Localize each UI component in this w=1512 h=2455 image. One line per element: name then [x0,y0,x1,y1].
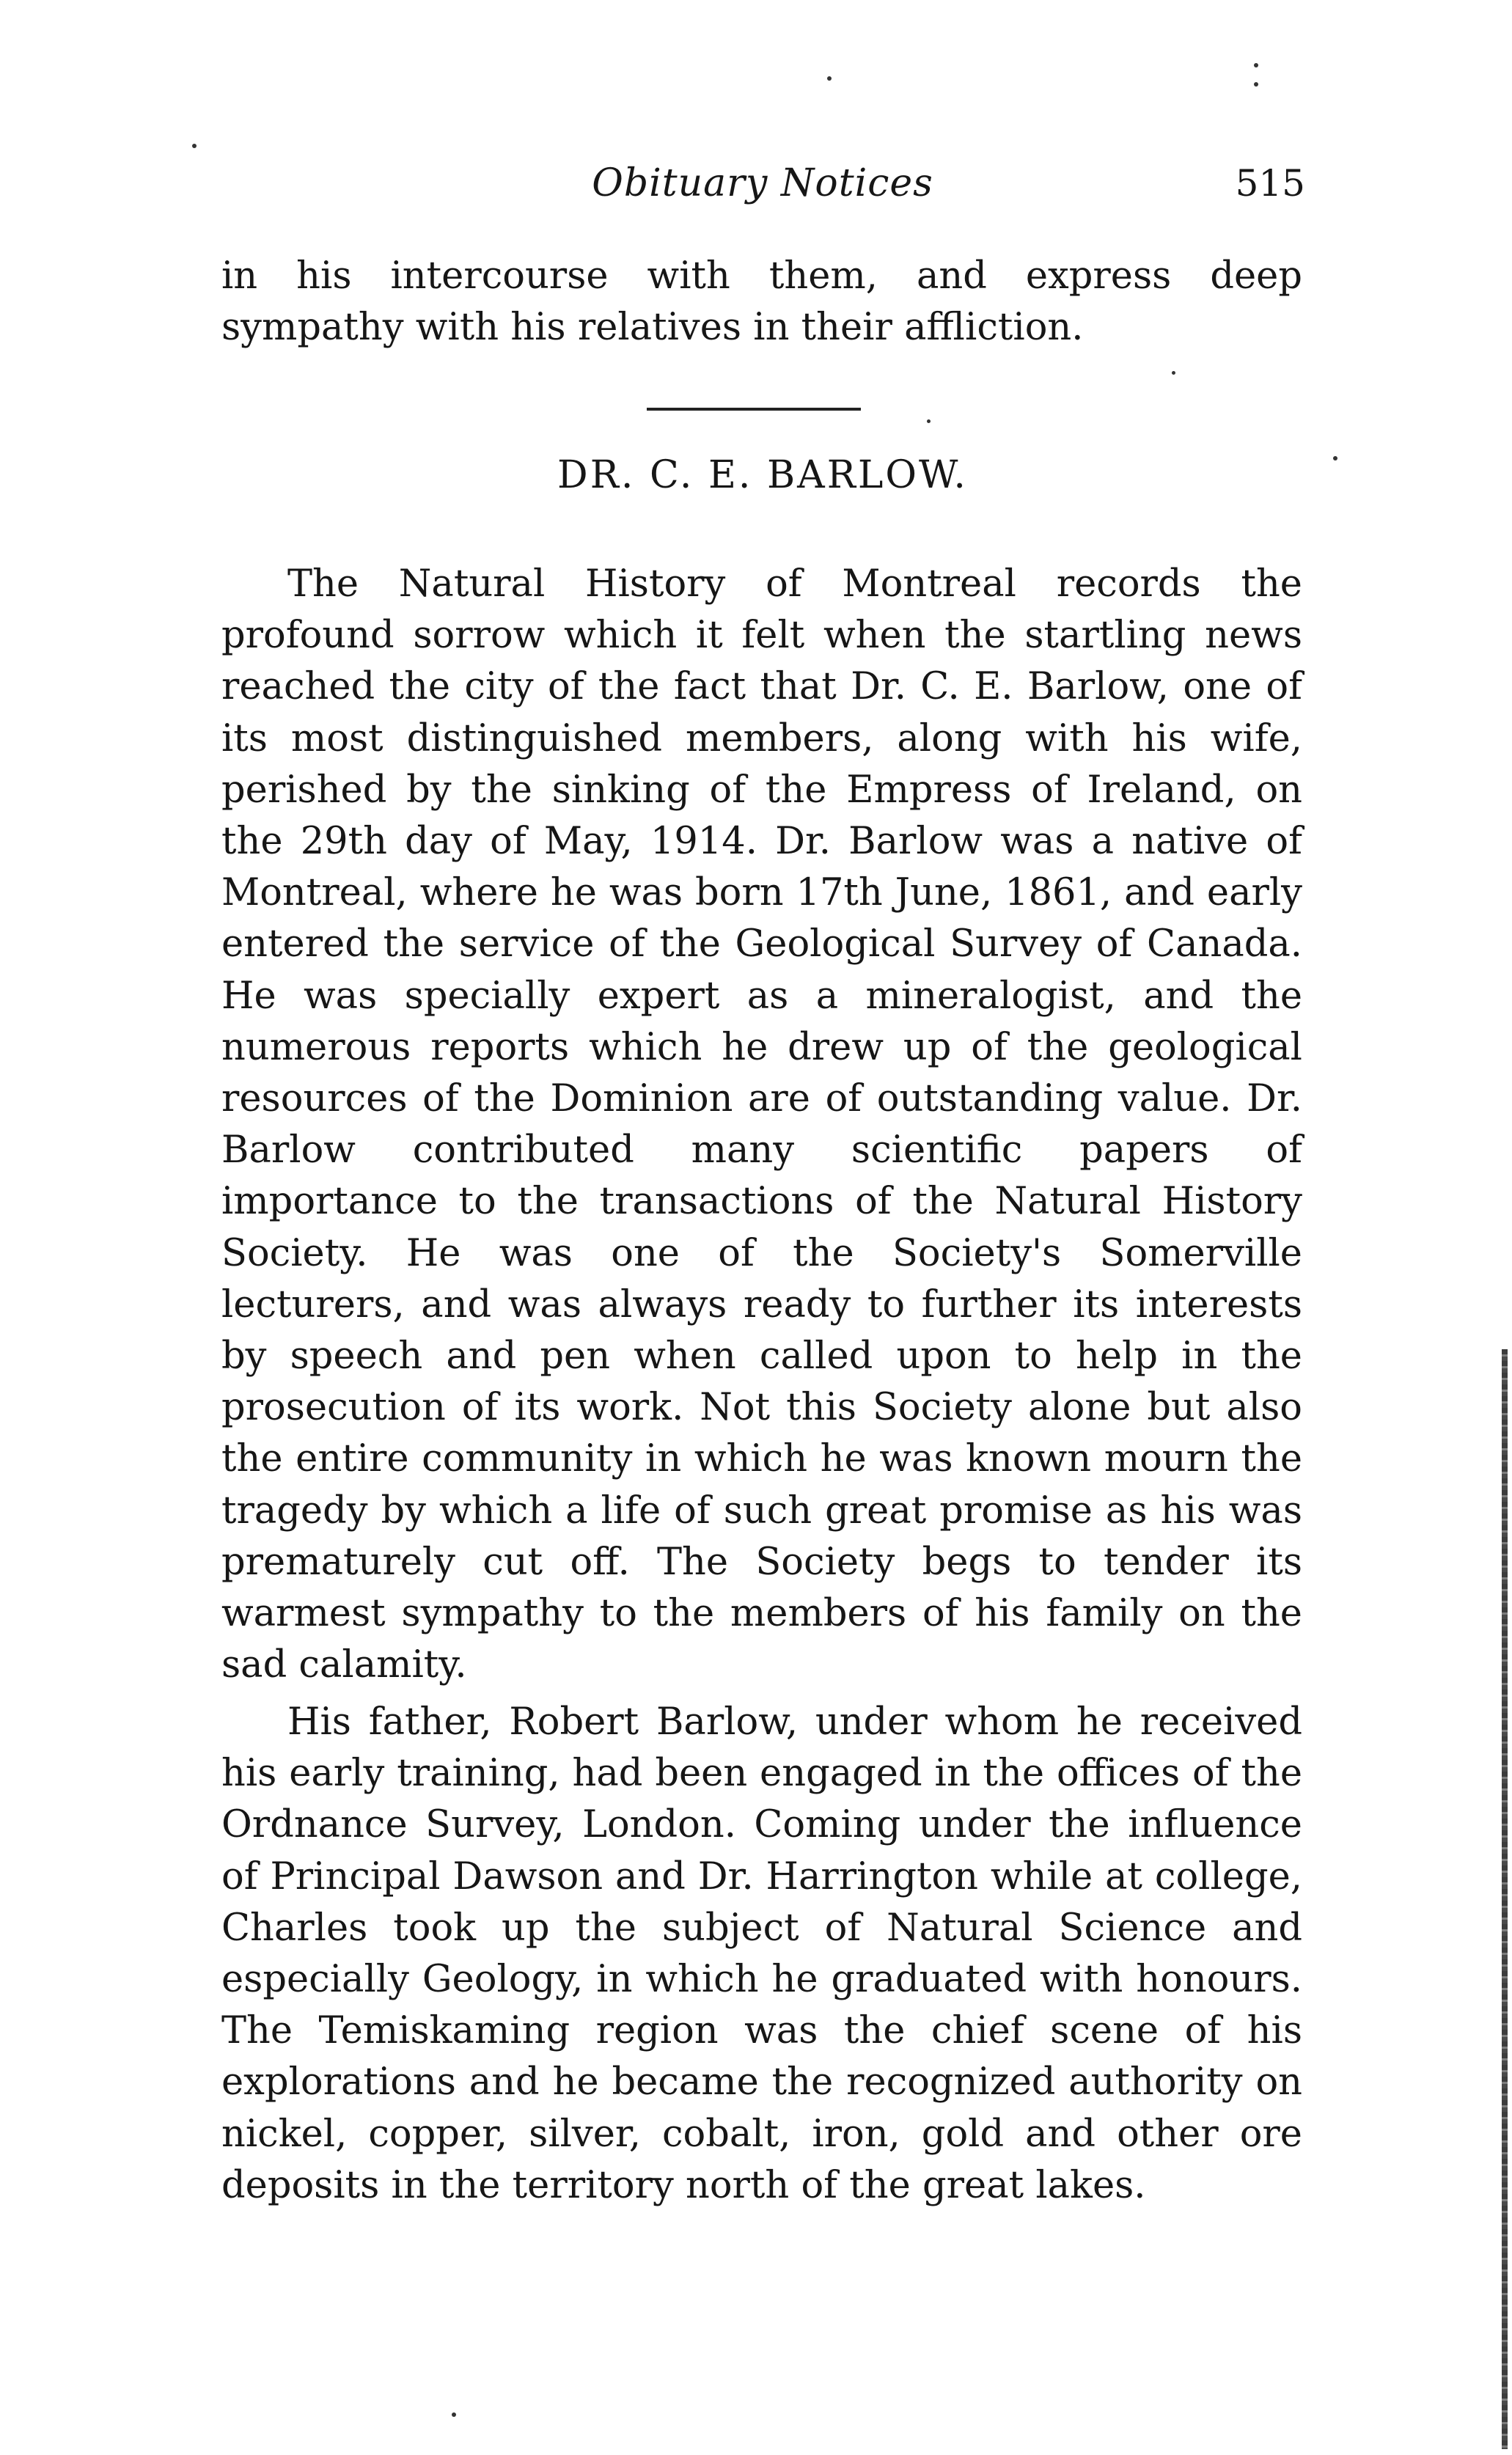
scan-speck [452,2412,456,2417]
scan-speck [1254,63,1258,67]
body-paragraph: The Natural History of Montreal records the profound sorrow which it felt when the startling news reached the city of the fact that Dr. C. E. Barlow, one of its most distinguished members, along with his wife, perished by the sinking of the Empress of Ireland, on the 29th day of May, 1914. Dr. Barlow was a native of Montreal, where he was born 17th June, 1861, and early entered the service of the Geological Survey of Canada. He was specially expert as a mineralogist, and the numerous reports which he drew up of the geological resources of the Dominion are of outstanding value. Dr. Barlow contributed many scientific papers of importance to the transactions of the Natural History Society. He was one of the Society's Somerville lecturers, and was always ready to further its interests by speech and pen when called upon to help in the prosecution of its work. Not this Society alone but also the entire community in which he was known mourn the tragedy by which a life of such great promise as his was prematurely cut off. The Society begs to tender its warmest sympathy to the members of his family on the sad calamity. [221,562,1302,1687]
scan-speck [1254,82,1258,87]
section-heading: DR. C. E. BARLOW. [557,453,968,497]
section-divider-rule [647,408,861,411]
scan-speck [192,144,197,148]
body-paragraph: His father, Robert Barlow, under whom he received his early training, had been engaged in the offices of the Ordnance Survey, London. Coming under the influence of Principal Dawson and Dr. Harrington while at college, Charles took up the subject of Natural Science and especially Geology, in which he graduated with honours. The Temiskaming region was the chief scene of his explorations and he became the recognized authority on nickel, copper, silver, cobalt, iron, gold and other ore deposits in the territory north of the great lakes. [221,1700,1302,2207]
scan-speck [827,76,832,81]
scan-speck [1172,371,1175,375]
page-header [220,154,1305,213]
running-title: Obituary Notices [592,161,933,205]
scan-speck [927,419,931,423]
scan-speck [1333,456,1337,460]
continuation-paragraph: in his intercourse with them, and express deep sympathy with his relatives in their affliction. [221,254,1302,350]
scan-edge-artifact [1502,1349,1508,2449]
page-number: 515 [1235,162,1305,205]
